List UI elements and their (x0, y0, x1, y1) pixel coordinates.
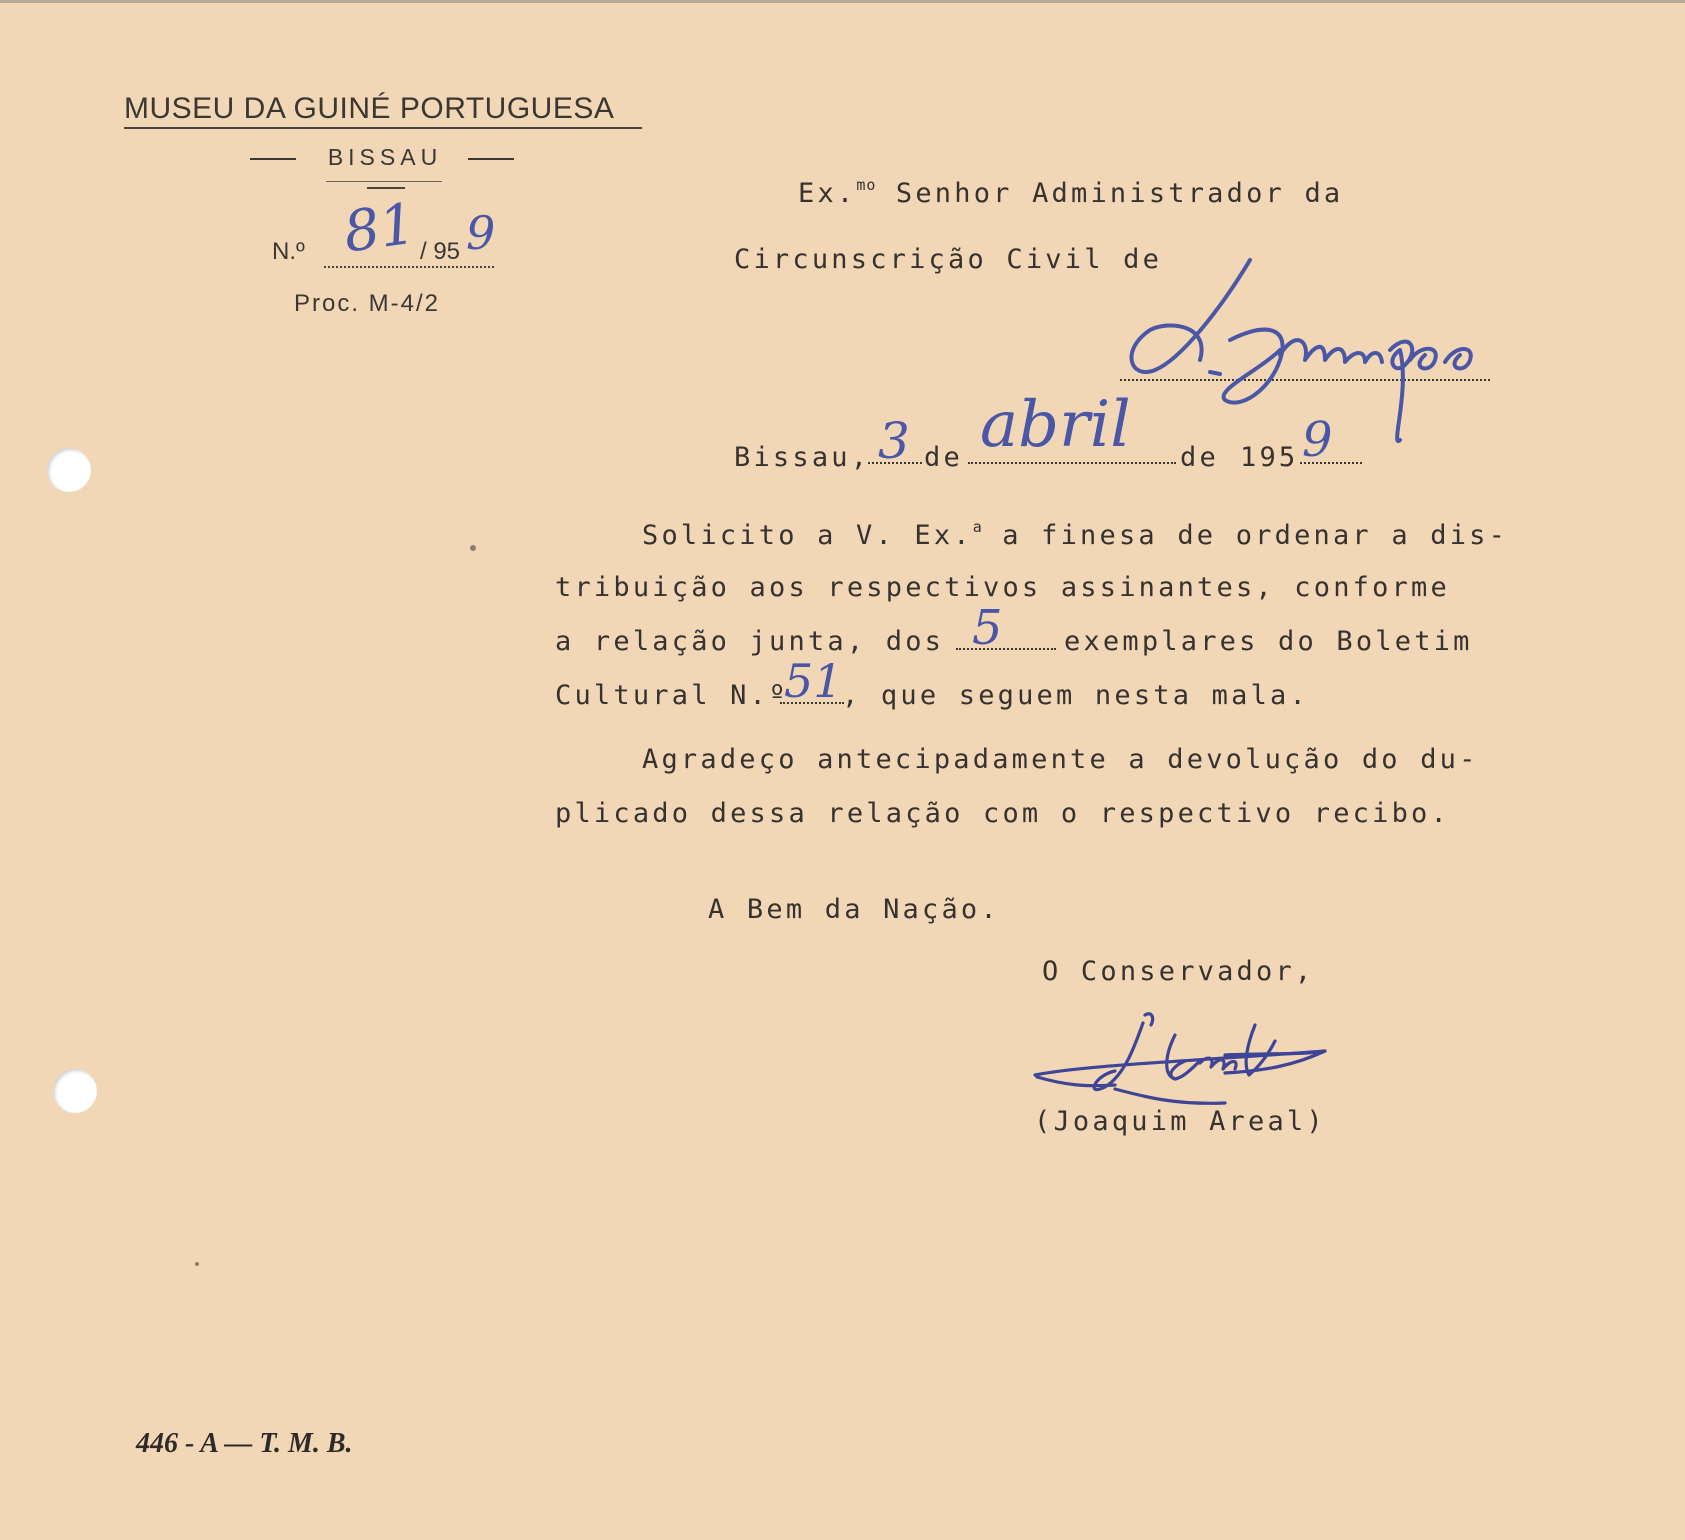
paper-speck (195, 1262, 199, 1266)
number-label: N.º (272, 238, 305, 265)
paper-speck (470, 545, 476, 551)
dateline-city: Bissau, (734, 442, 871, 473)
body-line-5: Agradeço antecipadamente a devolução do du- (642, 744, 1479, 775)
form-code: 446 - A — T. M. B. (136, 1428, 353, 1459)
body-line-3-start: a relação junta, dos (555, 626, 945, 657)
bulletin-number-handwritten: 51 (784, 654, 843, 708)
signatory-name: (Joaquim Areal) (1034, 1106, 1326, 1137)
body-line-3-end: exemplares do Boletim (1064, 626, 1473, 657)
letterhead-divider (326, 181, 442, 182)
month-dotted-line (968, 462, 1176, 464)
body-line-2: tribuição aos respectivos assinantes, conforme (555, 572, 1450, 603)
city-dash-right (468, 158, 514, 160)
addressee-line-1 (798, 176, 1343, 209)
body-line-1-start: Solicito a V. Ex. (642, 520, 973, 551)
year-dotted-line (1300, 462, 1362, 464)
body-line-1-end: a finesa de ordenar a dis- (982, 520, 1509, 551)
number-year-printed: / 95 (420, 238, 461, 265)
number-dotted-line (324, 266, 494, 268)
number-handwritten: 81 (339, 191, 420, 266)
letterhead-underline (124, 127, 642, 129)
date-day-handwritten: 3 (878, 412, 910, 470)
copies-dotted-line (956, 648, 1056, 650)
salutation-superscript: mo (856, 176, 877, 194)
signature-image (1025, 1005, 1345, 1115)
punch-hole-top (47, 448, 91, 492)
date-de-2: de (1180, 442, 1219, 473)
body-line-1 (642, 518, 1508, 551)
date-de-1: de (924, 442, 963, 473)
body-line-4-end: , que seguem nesta mala. (842, 680, 1309, 711)
date-year-printed: 195 (1240, 442, 1299, 473)
letterhead-divider-short (367, 187, 405, 189)
punch-hole-bottom (53, 1069, 97, 1113)
closing-motto: A Bem da Nação. (708, 894, 1000, 925)
addressee-line-2: Circunscrição Civil de (734, 244, 1163, 275)
date-month-handwritten: abril (980, 388, 1131, 462)
body-line-1-superscript: a (972, 518, 983, 536)
date-year-handwritten: 9 (1302, 412, 1333, 468)
copies-handwritten: 5 (972, 600, 1003, 656)
number-year-handwritten: 9 (466, 206, 496, 260)
closing-title: O Conservador, (1042, 956, 1315, 987)
salutation-rest: Senhor Administrador da (876, 178, 1344, 209)
body-line-4-start: Cultural N.º (555, 680, 789, 711)
salutation-prefix: Ex. (798, 178, 857, 209)
letterhead-institution: MUSEU DA GUINÉ PORTUGUESA (124, 92, 615, 125)
process-reference: Proc. M-4/2 (294, 290, 441, 317)
body-line-6: plicado dessa relação com o respectivo recibo. (555, 798, 1450, 829)
letterhead-city: BISSAU (327, 144, 443, 170)
